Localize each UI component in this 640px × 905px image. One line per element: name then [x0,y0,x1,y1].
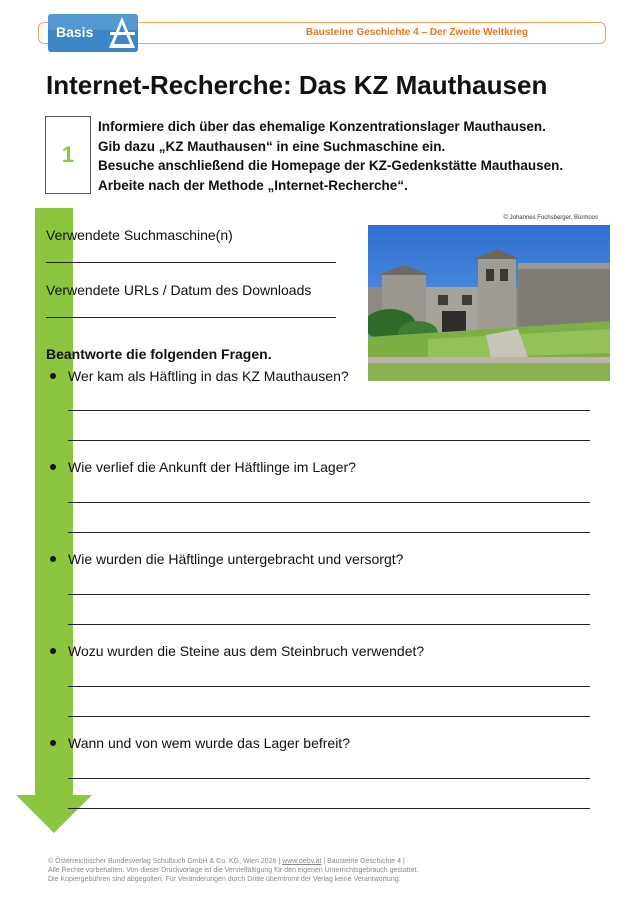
bullet-icon [50,648,56,654]
urls-answer-line[interactable] [46,317,336,318]
question-text: Wozu wurden die Steine aus dem Steinbruch verwendet? [68,643,425,659]
answer-line[interactable] [68,532,590,533]
bullet-icon [50,464,56,470]
series-title: Bausteine Geschichte 4 – Der Zweite Weltkrieg [305,27,528,38]
answer-line[interactable] [68,686,590,687]
task-line: Gib dazu „KZ Mauthausen“ in eine Suchmaschine ein. [98,138,446,154]
task-line: Besuche anschließend die Homepage der KZ-Gedenkstätte Mauthausen. [98,158,564,173]
answer-line[interactable] [68,440,590,441]
mauthausen-photo [368,225,610,381]
question-item [50,643,424,659]
bullet-icon [50,373,56,379]
footer-copyright: © Österreichischer Bundesverlag Schulbuch GmbH & Co. KG, Wien 2026 | [48,858,283,865]
search-engine-label: Verwendete Suchmaschine(n) [46,227,233,243]
question-text: Wie verlief die Ankunft der Häftlinge im Lager? [68,459,356,475]
questions-heading: Beantworte die folgenden Fragen. [46,346,272,362]
footer-line-2: Alle Rechte vorbehalten. Von dieser Druckvorlage ist die Vervielfältigung für den eigenen Unterrichtsgebrauch gestattet. [48,867,419,874]
answer-line[interactable] [68,808,590,809]
question-text: Wann und von wem wurde das Lager befreit? [68,735,350,751]
urls-label: Verwendete URLs / Datum des Downloads [46,282,312,298]
bullet-icon [50,556,56,562]
question-item [50,368,349,384]
question-item [50,459,356,475]
question-text: Wie wurden die Häftlinge untergebracht und versorgt? [68,551,404,567]
answer-line[interactable] [68,502,590,503]
answer-line[interactable] [68,778,590,779]
task-instructions [98,117,563,195]
search-engine-answer-line[interactable] [46,262,336,263]
answer-line[interactable] [68,624,590,625]
page-title: Internet-Recherche: Das KZ Mauthausen [46,70,548,100]
green-arrow-icon [0,0,110,840]
photo-credit: © Johannes Fuchsberger, Bürmoos [503,215,598,221]
task-number: 1 [61,142,75,167]
footer [48,857,418,884]
question-text: Wer kam als Häftling in das KZ Mauthausen? [68,368,349,384]
answer-line[interactable] [68,410,590,411]
question-item [50,735,350,751]
task-line: Arbeite nach der Methode „Internet-Recherche“. [98,177,408,193]
bullet-icon [50,740,56,746]
answer-line[interactable] [68,594,590,595]
answer-line[interactable] [68,716,590,717]
footer-line-3: Die Kopiergebühren sind abgegolten. Für Veränderungen durch Dritte übernimmt der Verlag keine Verantwortung. [48,876,401,883]
footer-series: | Bausteine Geschichte 4 | [321,858,405,865]
task-line: Informiere dich über das ehemalige Konzentrationslager Mauthausen. [98,119,546,134]
question-item [50,551,403,567]
logo-label: Basis [56,24,94,40]
footer-line-1 [48,857,418,866]
publisher-link[interactable]: www.oebv.at [282,858,322,865]
